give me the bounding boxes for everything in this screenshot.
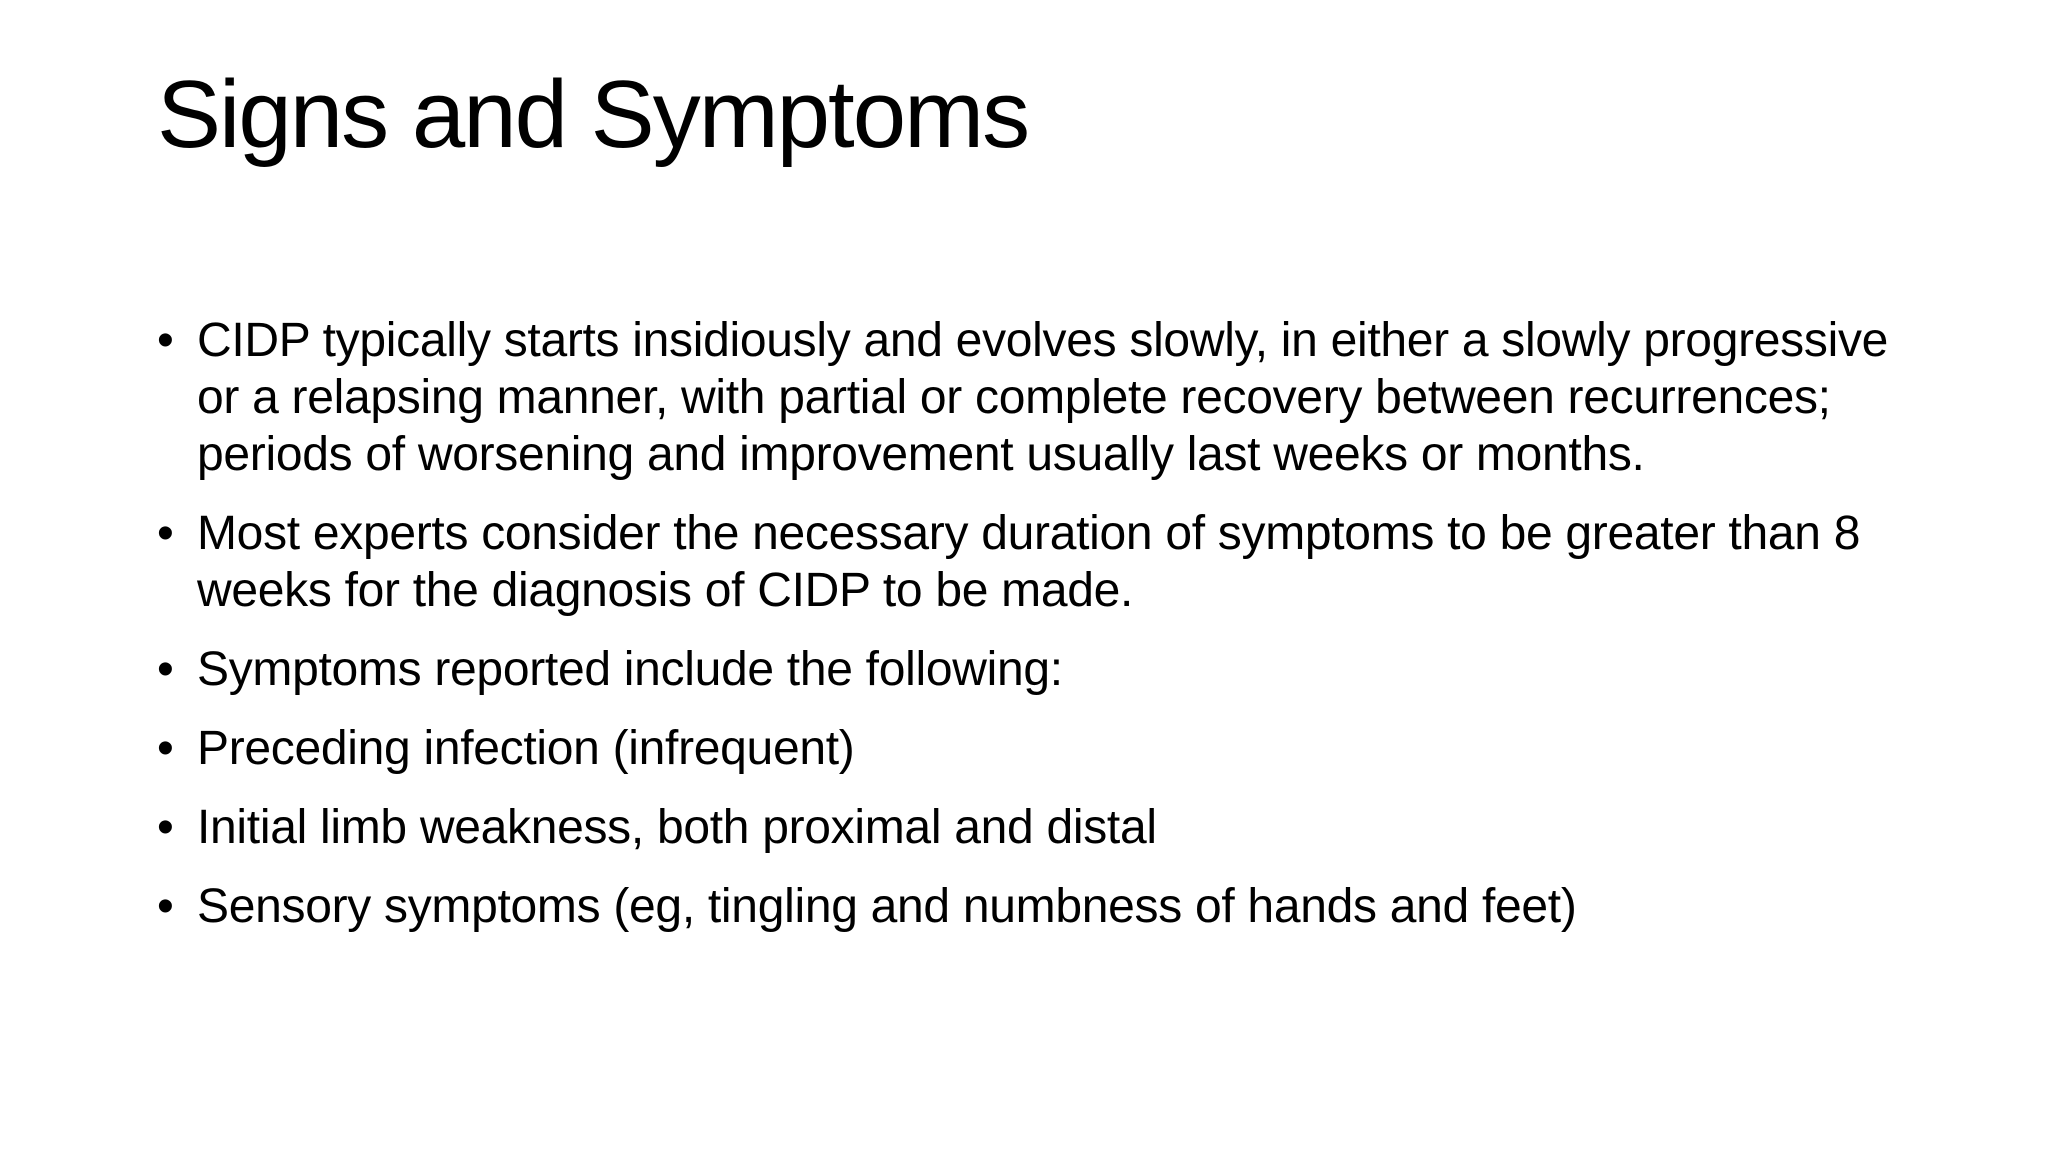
bullet-item: • Symptoms reported include the following: [157, 641, 1917, 698]
bullet-item: • Preceding infection (infrequent) [157, 720, 1917, 777]
bullet-item: • Sensory symptoms (eg, tingling and numbness of hands and feet) [157, 878, 1917, 935]
bullet-item: • CIDP typically starts insidiously and evolves slowly, in either a slowly progressive or a relapsing manner, with partial or complete recovery between recurrences; periods of worsening and improvement usually last weeks or months. [157, 312, 1917, 483]
bullet-item: • Initial limb weakness, both proximal and distal [157, 799, 1917, 856]
bullet-item: • Most experts consider the necessary duration of symptoms to be greater than 8 weeks for the diagnosis of CIDP to be made. [157, 505, 1917, 619]
slide-title: Signs and Symptoms [157, 61, 1029, 168]
bullet-list [157, 312, 1917, 957]
